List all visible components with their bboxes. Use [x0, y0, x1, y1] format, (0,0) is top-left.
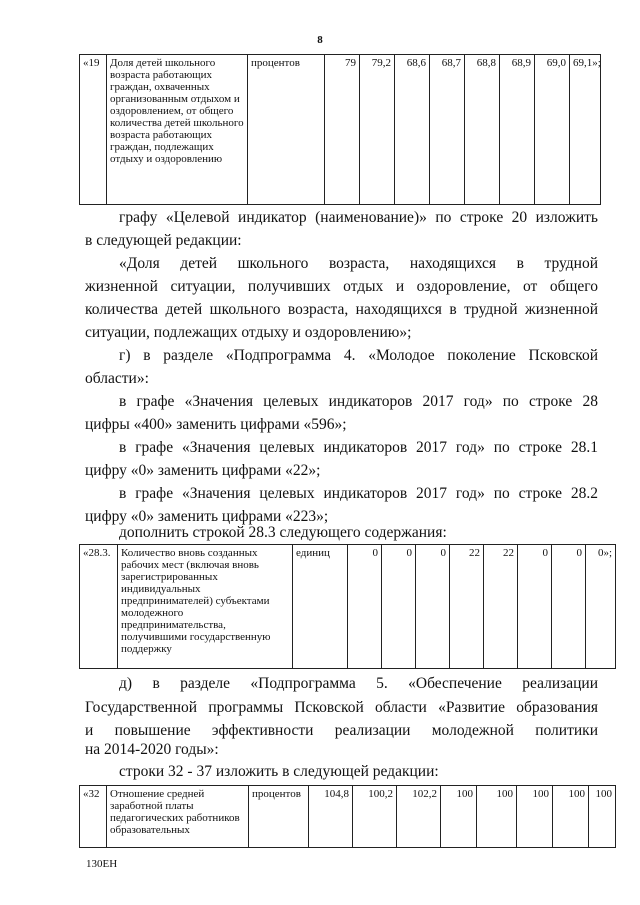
value-cell: 100	[441, 786, 477, 848]
value-cell: 0»;	[586, 545, 616, 669]
paragraph-line: цифру «0» заменить цифрами «22»;	[85, 462, 321, 479]
value-cell: 69,1»;	[570, 55, 601, 205]
paragraph-line: дополнить строкой 28.3 следующего содержания:	[119, 524, 447, 541]
indicator-name: Отношение средней заработной платы педагогических работников образовательных	[107, 786, 249, 848]
row-number: «28.3.	[80, 545, 118, 669]
page-number: 8	[317, 34, 323, 46]
value-cell: 68,7	[430, 55, 465, 205]
table-row-19	[79, 54, 601, 205]
value-cell: 68,6	[395, 55, 430, 205]
document-code: 130ЕН	[86, 858, 118, 870]
paragraph-line: в графе «Значения целевых индикаторов 2017 год» по строке 28.1	[119, 439, 598, 456]
paragraph-line: г) в разделе «Подпрограмма 4. «Молодое поколение Псковской	[119, 347, 598, 364]
value-cell: 0	[518, 545, 552, 669]
paragraph-line: «Доля детей школьного возраста, находящихся в трудной	[119, 255, 598, 272]
value-cell: 100	[517, 786, 553, 848]
value-cell: 100	[477, 786, 517, 848]
paragraph-line: области»:	[85, 370, 149, 387]
value-cell: 22	[450, 545, 484, 669]
paragraph-line: количества детей школьного возраста, находящихся в трудной жизненной	[85, 301, 598, 318]
value-cell: 68,9	[500, 55, 535, 205]
paragraph-line: и повышение эффективности реализации молодежной политики	[85, 722, 598, 739]
paragraph-line: в графе «Значения целевых индикаторов 2017 год» по строке 28.2	[119, 485, 598, 502]
indicator-name: Доля детей школьного возраста работающих граждан, охваченных организованным отдыхом и оздоровлением, от общего количества детей школьного возраста работающих граждан, подлежащих отдыху и оздоровлению	[107, 55, 248, 205]
value-cell: 22	[484, 545, 518, 669]
paragraph-line: ситуации, подлежащих отдыху и оздоровлению»;	[85, 324, 412, 341]
table-row-28-3	[79, 544, 616, 669]
indicator-name: Количество вновь созданных рабочих мест (включая вновь зарегистрированных индивидуальных предпринимателей) субъектами молодежного предпринимательства, получившими государственную поддержку	[118, 545, 293, 669]
paragraph-line: Государственной программы Псковской области «Развитие образования	[85, 699, 598, 716]
paragraph-line: цифру «0» заменить цифрами «223»;	[85, 508, 329, 525]
value-cell: 0	[416, 545, 450, 669]
unit-cell: процентов	[248, 55, 325, 205]
value-cell: 79,2	[360, 55, 395, 205]
row-number: «32	[80, 786, 107, 848]
value-cell: 68,8	[465, 55, 500, 205]
paragraph-line: в графе «Значения целевых индикаторов 2017 год» по строке 28	[119, 393, 598, 410]
value-cell: 0	[552, 545, 586, 669]
paragraph-line: в следующей редакции:	[85, 232, 242, 249]
paragraph-line: жизненной ситуации, получивших отдых и оздоровление, от общего	[85, 278, 598, 295]
table-row-32	[79, 785, 616, 848]
value-cell: 0	[382, 545, 416, 669]
value-cell: 100,2	[353, 786, 397, 848]
value-cell: 104,8	[309, 786, 353, 848]
value-cell: 100	[553, 786, 589, 848]
value-cell: 79	[325, 55, 360, 205]
unit-cell: единиц	[293, 545, 348, 669]
paragraph-line: д) в разделе «Подпрограмма 5. «Обеспечение реализации	[119, 675, 598, 692]
unit-cell: процентов	[249, 786, 309, 848]
value-cell: 69,0	[535, 55, 570, 205]
paragraph-line: цифры «400» заменить цифрами «596»;	[85, 416, 347, 433]
value-cell: 0	[348, 545, 382, 669]
paragraph-line: строки 32 - 37 изложить в следующей редакции:	[119, 763, 439, 780]
paragraph-line: на 2014-2020 годы»:	[85, 741, 219, 758]
row-number: «19	[80, 55, 107, 205]
paragraph-line: графу «Целевой индикатор (наименование)» по строке 20 изложить	[119, 209, 598, 226]
value-cell: 102,2	[397, 786, 441, 848]
value-cell: 100	[589, 786, 616, 848]
